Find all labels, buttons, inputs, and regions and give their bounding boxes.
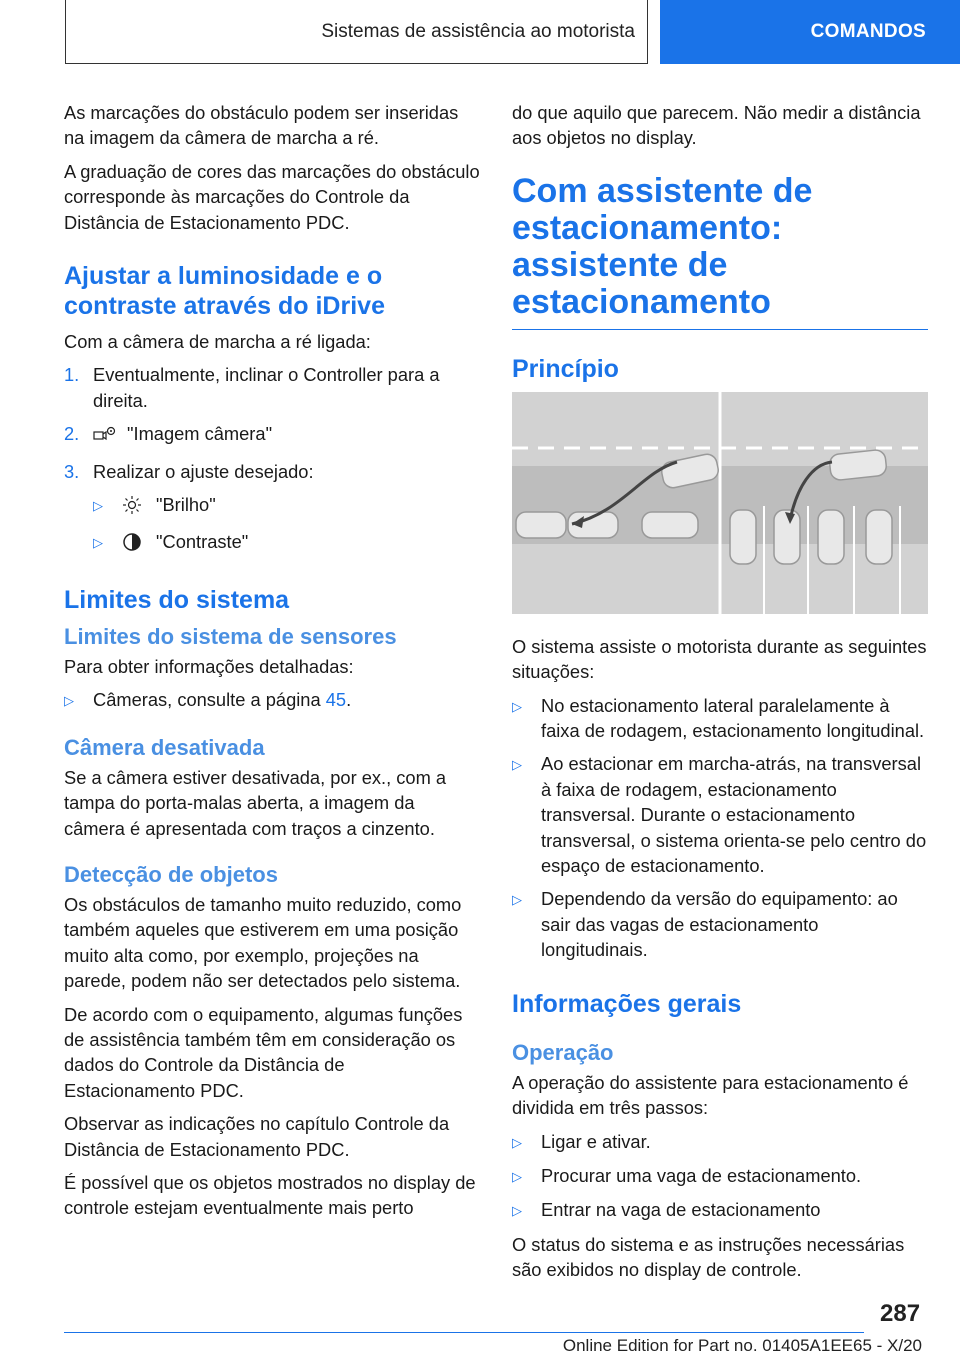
contrast-icon <box>122 532 146 558</box>
heading-camera-off: Câmera desativada <box>64 734 265 760</box>
heading-operation: Operação <box>512 1039 614 1065</box>
step-2 <box>64 421 480 450</box>
heading-general-info: Informações gerais <box>512 989 742 1018</box>
step-number: 3. <box>64 460 80 482</box>
list-item-text: Ao estacionar em marcha-atrás, na transversal à faixa de rodagem, estacionamento transversal. Durante o estacionamento transversal, o sistema orienta-se pelo centro do espaço de estacionamento. <box>541 753 927 877</box>
camera-settings-icon <box>93 424 117 450</box>
paragraph: A graduação de cores das marcações do obstáculo corresponde às marcações do Controle da Distância de Estacionamento PDC. <box>64 160 480 233</box>
list-item <box>64 687 480 713</box>
list-item <box>512 693 928 744</box>
paragraph: do que aquilo que parecem. Não medir a distância aos objetos no display. <box>512 102 921 149</box>
page-link-45[interactable]: 45 <box>325 689 347 711</box>
list-item-text: "Contraste" <box>156 531 249 553</box>
step-text: "Imagem câmera" <box>127 423 273 445</box>
list-item <box>512 1163 928 1189</box>
paragraph: De acordo com o equipamento, algumas funções de assistência também têm em consideração os dados do Controle da Distância de Estacionamento PDC. <box>64 1003 463 1101</box>
triangle-bullet-icon: ▷ <box>512 892 522 908</box>
right-column <box>512 100 928 1291</box>
triangle-bullet-icon: ▷ <box>93 498 103 514</box>
triangle-bullet-icon: ▷ <box>512 1203 522 1219</box>
list-item-text: Entrar na vaga de estacionamento <box>541 1199 821 1221</box>
paragraph: O sistema assiste o motorista durante as seguintes situações: <box>512 635 927 683</box>
paragraph: É possível que os objetos mostrados no display de controle estejam eventualmente mais perto <box>64 1171 476 1219</box>
triangle-bullet-icon: ▷ <box>512 1134 522 1150</box>
header-section-title <box>65 0 648 64</box>
heading-sensor-limits: Limites do sistema de sensores <box>64 623 397 649</box>
heading-parking-assistant: Com assistente de estacionamento: assistente de estacionamento <box>512 173 928 330</box>
paragraph: Para obter informações detalhadas: <box>64 655 354 677</box>
paragraph: Se a câmera estiver desativada, por ex., com a tampa do porta-malas aberta, a imagem da câmera é apresentada com traços a cinzento. <box>64 766 447 839</box>
step-1 <box>64 362 480 413</box>
paragraph: As marcações do obstáculo podem ser inseridas na imagem da câmera de marcha a ré. <box>64 102 459 149</box>
triangle-bullet-icon: ▷ <box>93 535 103 551</box>
step-number: 1. <box>64 364 80 386</box>
paragraph: Com a câmera de marcha a ré ligada: <box>64 331 371 353</box>
paragraph: Observar as indicações no capítulo Controle da Distância de Estacionamento PDC. <box>64 1113 450 1160</box>
list-item <box>512 1129 928 1155</box>
paragraph: A operação do assistente para estacionamento é dividida em três passos: <box>512 1071 909 1119</box>
heading-principle: Princípio <box>512 354 619 383</box>
list-item-end: . <box>346 689 352 711</box>
header-tab-label: COMANDOS <box>810 21 926 42</box>
triangle-bullet-icon: ▷ <box>512 757 522 773</box>
step-text: Realizar o ajuste desejado: <box>93 460 314 482</box>
list-item-text: Dependendo da versão do equipamento: ao sair das vagas de estacionamento longitudinais. <box>541 888 898 961</box>
list-item-text: Procurar uma vaga de estacionamento. <box>541 1164 862 1186</box>
list-item-text: Ligar e ativar. <box>541 1130 651 1152</box>
list-item <box>512 751 928 878</box>
footer-edition: Online Edition for Part no. 01405A1EE65 - X/20 <box>562 1336 922 1355</box>
list-item-text: Câmeras, consulte a página <box>93 689 326 711</box>
step-text: Eventualmente, inclinar o Controller para a direita. <box>93 364 440 411</box>
list-item <box>512 1197 928 1223</box>
list-item-text: No estacionamento lateral paralelamente à faixa de rodagem, estacionamento longitudinal. <box>541 694 925 742</box>
left-column <box>64 100 480 1229</box>
paragraph: O status do sistema e as instruções necessárias são exibidos no display de controle. <box>512 1233 905 1281</box>
page-number: 287 <box>880 1300 921 1327</box>
triangle-bullet-icon: ▷ <box>512 698 522 714</box>
triangle-bullet-icon: ▷ <box>64 693 74 709</box>
list-item <box>93 492 480 521</box>
paragraph: Os obstáculos de tamanho muito reduzido, como também aqueles que estiverem em uma posição muito alta como, por exemplo, projeções na parede, podem não ser detectados pelo sistema. <box>64 893 462 992</box>
list-item-text: "Brilho" <box>156 494 216 516</box>
header-tab-comandos[interactable] <box>660 0 960 64</box>
footer-divider <box>64 1332 864 1333</box>
step-3 <box>64 459 480 484</box>
heading-adjust: Ajustar a luminosidade e o contraste através do iDrive <box>64 262 385 321</box>
triangle-bullet-icon: ▷ <box>512 1168 522 1184</box>
header-section-text: Sistemas de assistência ao motorista <box>321 20 635 42</box>
heading-limits: Limites do sistema <box>64 585 290 614</box>
list-item <box>512 886 928 962</box>
parking-illustration <box>512 392 928 614</box>
list-item <box>93 529 480 558</box>
step-number: 2. <box>64 423 80 445</box>
brightness-icon <box>122 495 146 521</box>
heading-detection: Detecção de objetos <box>64 861 278 887</box>
